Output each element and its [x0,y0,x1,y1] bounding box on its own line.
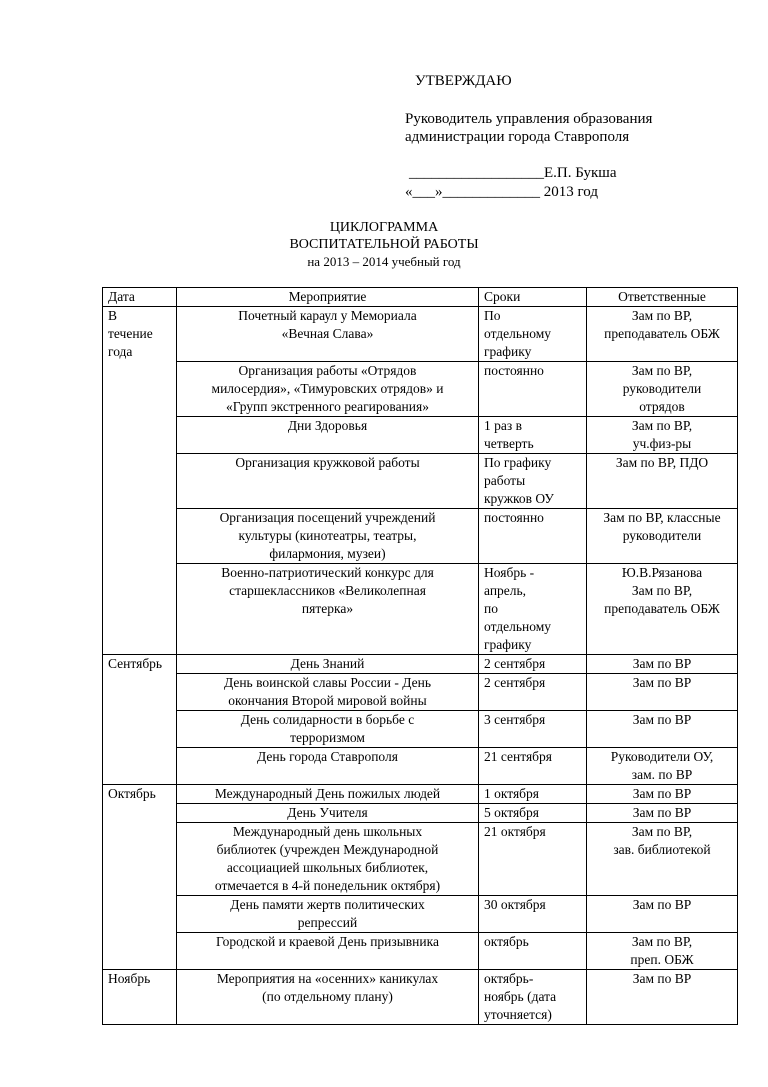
responsible-cell: Ю.В.Рязанова Зам по ВР, преподаватель ОБЖ [587,564,738,655]
term-cell: 21 сентября [479,748,587,785]
table-row [103,417,738,454]
term-cell: 2 сентября [479,655,587,674]
table-row [103,655,738,674]
term-cell: постоянно [479,509,587,564]
heading-line3: на 2013 – 2014 учебный год [307,254,461,269]
table-header-row [103,288,738,307]
table-row [103,454,738,509]
period-cell-year: В течение года [103,307,177,655]
table-row [103,307,738,362]
period-cell-october: Октябрь [103,785,177,970]
table-row [103,748,738,785]
event-cell: День Знаний [177,655,479,674]
approval-position-line2: администрации города Ставрополя [405,129,630,145]
term-cell: По отдельному графику [479,307,587,362]
table-row [103,970,738,1025]
event-cell: Организация посещений учреждений культуры (кинотеатры, театры, филармония, музеи) [177,509,479,564]
term-cell: 1 раз в четверть [479,417,587,454]
document-heading [0,219,768,270]
event-cell: Международный День пожилых людей [177,785,479,804]
period-cell-november: Ноябрь [103,970,177,1025]
responsible-cell: Зам по ВР [587,674,738,711]
term-cell: 5 октября [479,804,587,823]
responsible-cell: Руководители ОУ, зам. по ВР [587,748,738,785]
responsible-cell: Зам по ВР, уч.физ-ры [587,417,738,454]
cyclogram-table [102,287,738,1025]
event-cell: Почетный караул у Мемориала «Вечная Слава» [177,307,479,362]
responsible-cell: Зам по ВР, классные руководители [587,509,738,564]
term-cell: 30 октября [479,896,587,933]
event-cell: Организация работы «Отрядов милосердия», «Тимуровских отрядов» и «Групп экстренного реагирования» [177,362,479,417]
responsible-cell: Зам по ВР, преподаватель ОБЖ [587,307,738,362]
responsible-cell: Зам по ВР [587,655,738,674]
responsible-cell: Зам по ВР [587,785,738,804]
table-row [103,362,738,417]
approval-title: УТВЕРЖДАЮ [415,73,512,89]
approval-signature-line: __________________Е.П. Букша [409,165,617,181]
event-cell: Организация кружковой работы [177,454,479,509]
table-row [103,804,738,823]
event-cell: День воинской славы России - День окончания Второй мировой войны [177,674,479,711]
responsible-cell: Зам по ВР, зав. библиотекой [587,823,738,896]
term-cell: 3 сентября [479,711,587,748]
event-cell: Городской и краевой День призывника [177,933,479,970]
table-row [103,674,738,711]
term-cell: 21 октября [479,823,587,896]
table-row [103,711,738,748]
responsible-cell: Зам по ВР, руководители отрядов [587,362,738,417]
header-event: Мероприятие [177,288,479,307]
responsible-cell: Зам по ВР, ПДО [587,454,738,509]
header-date: Дата [103,288,177,307]
table-row [103,823,738,896]
responsible-cell: Зам по ВР [587,711,738,748]
period-cell-september: Сентябрь [103,655,177,785]
responsible-cell: Зам по ВР [587,970,738,1025]
table-row [103,785,738,804]
term-cell: Ноябрь - апрель, по отдельному графику [479,564,587,655]
header-term: Сроки [479,288,587,307]
event-cell: День солидарности в борьбе с терроризмом [177,711,479,748]
heading-line2: ВОСПИТАТЕЛЬНОЙ РАБОТЫ [289,237,479,252]
event-cell: Мероприятия на «осенних» каникулах (по отдельному плану) [177,970,479,1025]
approval-position-line1: Руководитель управления образования [405,111,653,127]
term-cell: октябрь [479,933,587,970]
event-cell: Военно-патриотический конкурс для старшеклассников «Великолепная пятерка» [177,564,479,655]
approval-date-line: «___»_____________ 2013 год [405,184,598,200]
heading-line1: ЦИКЛОГРАММА [329,220,439,235]
event-cell: День Учителя [177,804,479,823]
table-row [103,564,738,655]
event-cell: День памяти жертв политических репрессий [177,896,479,933]
header-responsible: Ответственные [587,288,738,307]
table-row [103,933,738,970]
term-cell: постоянно [479,362,587,417]
table-row [103,509,738,564]
table-row [103,896,738,933]
event-cell: Международный день школьных библиотек (учрежден Международной ассоциацией школьных библиотек, отмечается в 4-й понедельник октября) [177,823,479,896]
responsible-cell: Зам по ВР [587,896,738,933]
term-cell: октябрь- ноябрь (дата уточняется) [479,970,587,1025]
event-cell: День города Ставрополя [177,748,479,785]
term-cell: 1 октября [479,785,587,804]
term-cell: По графику работы кружков ОУ [479,454,587,509]
event-cell: Дни Здоровья [177,417,479,454]
responsible-cell: Зам по ВР [587,804,738,823]
term-cell: 2 сентября [479,674,587,711]
responsible-cell: Зам по ВР, преп. ОБЖ [587,933,738,970]
